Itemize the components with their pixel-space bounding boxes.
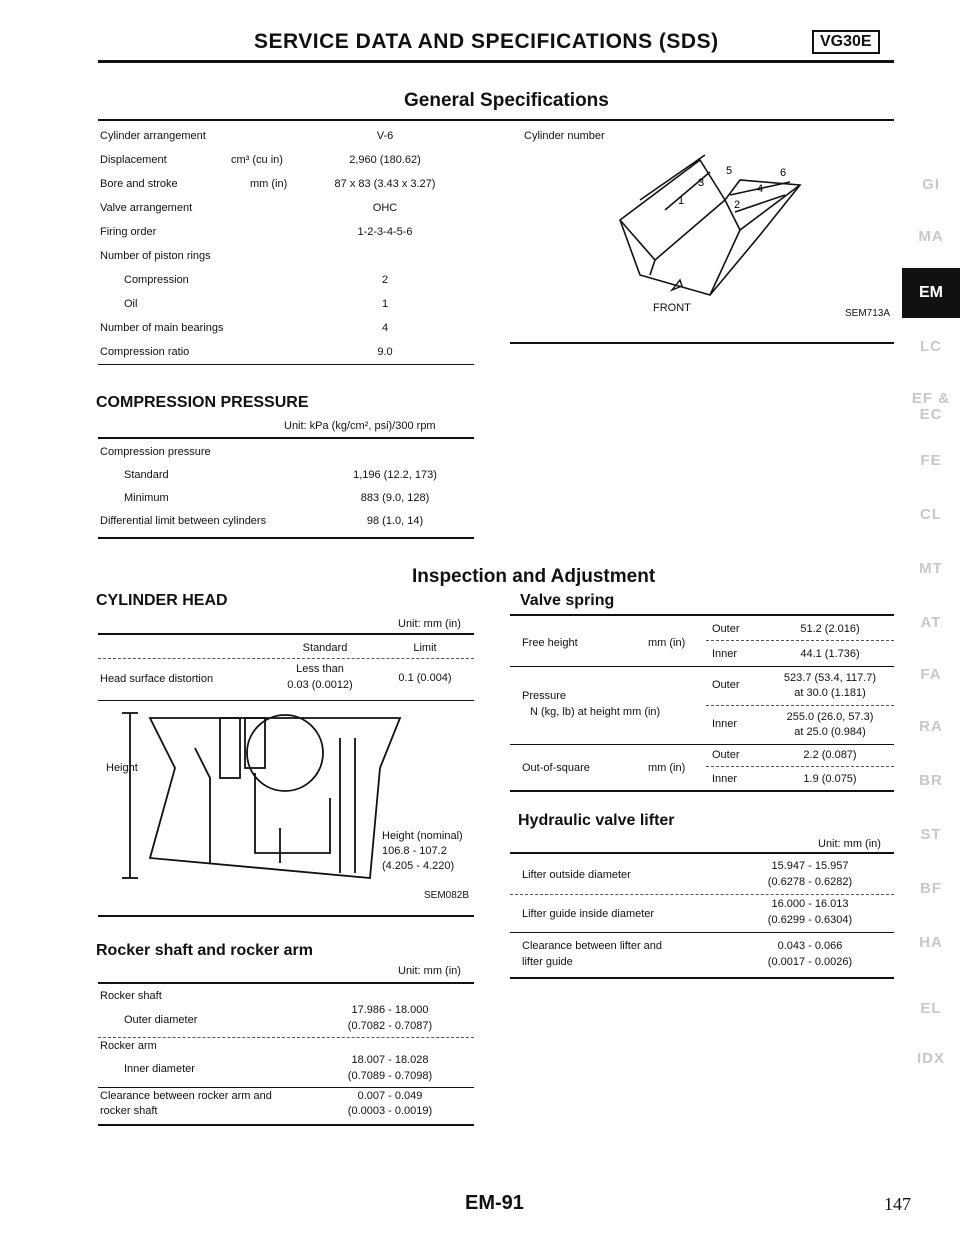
free-height-label: Free height — [522, 637, 578, 649]
head-row-label: Head surface distortion — [100, 673, 214, 685]
spec-value: 9.0 — [377, 346, 393, 358]
compression-label: Standard — [124, 469, 169, 481]
compression-value: 883 (9.0, 128) — [360, 492, 430, 504]
tab-fa[interactable]: FA — [920, 666, 942, 683]
spec-value: V-6 — [376, 130, 394, 142]
pressure-inner-1: 255.0 (26.0, 57.3) — [786, 711, 874, 723]
spec-value: 2,960 (180.62) — [349, 154, 421, 166]
spec-label: Displacement — [100, 154, 167, 166]
spec-value: 2 — [381, 274, 389, 286]
cylinder-head-title: CYLINDER HEAD — [96, 592, 228, 609]
rocker-shaft-label: Rocker shaft — [100, 990, 162, 1002]
valve-spring-rule — [510, 614, 894, 616]
rocker-clearance-val2: (0.0003 - 0.0019) — [347, 1105, 433, 1117]
outer-label: Outer — [712, 749, 740, 761]
pressure-label: Pressure — [522, 690, 567, 702]
compression-title: COMPRESSION PRESSURE — [96, 394, 309, 411]
height-note-3: (4.205 - 4.220) — [382, 860, 455, 872]
lifter-od-val1: 15.947 - 15.957 — [771, 860, 849, 872]
figure-code: SEM713A — [845, 308, 891, 319]
spec-label: Compression ratio — [100, 346, 190, 358]
head-standard-2: 0.03 (0.0012) — [287, 679, 353, 691]
head-standard-1: Less than — [296, 663, 344, 675]
tab-el[interactable]: EL — [920, 1000, 942, 1017]
rocker-clearance-2: rocker shaft — [100, 1105, 158, 1117]
lifter-cl-label2: lifter guide — [522, 956, 573, 968]
spec-value: 1 — [381, 298, 389, 310]
oos-label: Out-of-square — [522, 762, 590, 774]
table-dash — [98, 658, 474, 659]
compression-label: Minimum — [124, 492, 169, 504]
lifter-cl-val1: 0.043 - 0.066 — [777, 940, 843, 952]
vs-row-rule — [510, 744, 894, 745]
page-title: SERVICE DATA AND SPECIFICATIONS (SDS) — [254, 30, 719, 53]
outer-diameter-label: Outer diameter — [124, 1014, 198, 1026]
valve-spring-title: Valve spring — [520, 592, 615, 609]
general-rule — [98, 119, 894, 121]
spec-label: Cylinder arrangement — [100, 130, 206, 142]
cylinder-head-unit: Unit: mm (in) — [398, 618, 461, 630]
compression-label: Compression pressure — [100, 446, 211, 458]
lifter-title: Hydraulic valve lifter — [518, 812, 675, 829]
pressure-sub-label: N (kg, lb) at height mm (in) — [530, 706, 661, 718]
cylinder-head-figure — [100, 708, 430, 888]
compression-value: 1,196 (12.2, 173) — [353, 469, 437, 481]
spec-unit: cm³ (cu in) — [231, 154, 283, 166]
lifter-rule — [510, 852, 894, 854]
compression-bottom-rule — [98, 537, 474, 539]
tab-gi[interactable]: GI — [922, 176, 940, 193]
tab-fe[interactable]: FE — [920, 452, 942, 469]
inner-diameter-val2: (0.7089 - 0.7098) — [347, 1070, 433, 1082]
cylinder-number-label: Cylinder number — [524, 130, 605, 142]
outer-diameter-val1: 17.986 - 18.000 — [351, 1004, 429, 1016]
outer-label: Outer — [712, 679, 740, 691]
rocker-title: Rocker shaft and rocker arm — [96, 942, 313, 959]
spec-label: Compression — [124, 274, 189, 286]
head-limit: 0.1 (0.004) — [398, 672, 452, 684]
cyl-num: 3 — [698, 177, 705, 189]
fh-inner-val: 44.1 (1.736) — [800, 648, 860, 660]
tab-ha[interactable]: HA — [919, 934, 943, 951]
lifter-od-label: Lifter outside diameter — [522, 869, 631, 881]
rocker-clearance-1: Clearance between rocker arm and — [100, 1090, 272, 1102]
spec-label: Oil — [124, 298, 138, 310]
inner-label: Inner — [712, 773, 738, 785]
height-label: Height — [106, 762, 138, 774]
compression-value: 98 (1.0, 14) — [366, 515, 424, 527]
lifter-row-rule — [510, 932, 894, 933]
footer-section-code: EM-91 — [465, 1192, 524, 1214]
height-note-2: 106.8 - 107.2 — [382, 845, 447, 857]
vs-row-rule — [510, 666, 894, 667]
cylinder-layout-figure — [610, 140, 830, 320]
outer-diameter-val2: (0.7082 - 0.7087) — [347, 1020, 433, 1032]
tab-lc[interactable]: LC — [920, 338, 942, 355]
oos-unit: mm (in) — [648, 762, 686, 774]
lifter-bottom-rule — [510, 977, 894, 979]
tab-st[interactable]: ST — [920, 826, 942, 843]
head-figure-code: SEM082B — [424, 890, 470, 901]
spec-value: 1-2-3-4-5-6 — [357, 226, 413, 238]
tab-ma[interactable]: MA — [918, 228, 944, 245]
tab-bf[interactable]: BF — [920, 880, 942, 897]
spec-value: 4 — [381, 322, 389, 334]
spec-label: Number of main bearings — [100, 322, 224, 334]
tab-ef[interactable]: EF & — [911, 390, 951, 407]
height-note-1: Height (nominal) — [382, 830, 463, 842]
free-height-unit: mm (in) — [648, 637, 686, 649]
lifter-gid-val2: (0.6299 - 0.6304) — [767, 914, 853, 926]
spec-label: Firing order — [100, 226, 157, 238]
cyl-num: 2 — [734, 199, 741, 211]
spec-value: 87 x 83 (3.43 x 3.27) — [334, 178, 436, 190]
spec-value: OHC — [372, 202, 398, 214]
spec-label: Bore and stroke — [100, 178, 178, 190]
lifter-dash — [510, 894, 894, 895]
oos-outer-val: 2.2 (0.087) — [803, 749, 857, 761]
pressure-outer-1: 523.7 (53.4, 117.7) — [783, 672, 877, 684]
spec-label: Number of piston rings — [100, 250, 211, 262]
inner-label: Inner — [712, 718, 738, 730]
general-bottom-rule — [98, 364, 474, 365]
rocker-unit: Unit: mm (in) — [398, 965, 461, 977]
compression-rule — [98, 437, 474, 439]
tab-br[interactable]: BR — [919, 772, 943, 789]
rocker-row-rule — [98, 1087, 474, 1088]
engine-badge: VG30E — [812, 30, 880, 54]
oos-inner-val: 1.9 (0.075) — [803, 773, 857, 785]
cyl-num: 6 — [780, 167, 787, 179]
rocker-clearance-val1: 0.007 - 0.049 — [357, 1090, 423, 1102]
vs-dash — [706, 705, 894, 706]
tab-at[interactable]: AT — [920, 614, 942, 631]
tab-em[interactable]: EM — [902, 268, 960, 318]
lifter-od-val2: (0.6278 - 0.6282) — [767, 876, 853, 888]
lifter-gid-val1: 16.000 - 16.013 — [771, 898, 849, 910]
rocker-dash — [98, 1037, 474, 1038]
tab-cl[interactable]: CL — [920, 506, 942, 523]
header-rule — [98, 60, 894, 63]
cyl-num: 1 — [678, 195, 685, 207]
pressure-inner-2: at 25.0 (0.984) — [794, 726, 866, 738]
pressure-outer-2: at 30.0 (1.181) — [794, 687, 866, 699]
rocker-arm-label: Rocker arm — [100, 1040, 157, 1052]
cyl-num: 5 — [726, 165, 733, 177]
lifter-gid-label: Lifter guide inside diameter — [522, 908, 655, 920]
tab-ec[interactable]: EC — [919, 406, 943, 423]
vs-dash — [706, 640, 894, 641]
footer-page-number: 147 — [884, 1194, 911, 1214]
outer-label: Outer — [712, 623, 740, 635]
spec-label: Valve arrangement — [100, 202, 193, 214]
lifter-cl-val2: (0.0017 - 0.0026) — [767, 956, 853, 968]
vs-dash — [706, 766, 894, 767]
lifter-unit: Unit: mm (in) — [818, 838, 881, 850]
head-figure-rule — [98, 915, 474, 917]
cyl-num: 4 — [757, 183, 764, 195]
fh-outer-val: 51.2 (2.016) — [800, 623, 860, 635]
inner-diameter-label: Inner diameter — [124, 1063, 195, 1075]
lifter-cl-label1: Clearance between lifter and — [522, 940, 663, 952]
tab-idx[interactable]: IDX — [916, 1050, 945, 1067]
rocker-bottom-rule — [98, 1124, 474, 1126]
cylinder-figure-rule — [510, 342, 894, 344]
general-specs-title: General Specifications — [404, 90, 609, 111]
head-row-rule — [98, 700, 474, 701]
col-standard: Standard — [302, 642, 348, 654]
spec-unit: mm (in) — [250, 178, 288, 190]
cylinder-head-rule — [98, 633, 474, 635]
inner-diameter-val1: 18.007 - 18.028 — [351, 1054, 429, 1066]
vs-bottom-rule — [510, 790, 894, 792]
inspection-title: Inspection and Adjustment — [412, 566, 656, 587]
tab-mt[interactable]: MT — [919, 560, 943, 577]
col-limit: Limit — [413, 642, 437, 654]
front-label: FRONT — [653, 302, 691, 314]
compression-unit: Unit: kPa (kg/cm², psi)/300 rpm — [284, 420, 436, 432]
tab-ra[interactable]: RA — [919, 718, 943, 735]
rocker-rule — [98, 982, 474, 984]
compression-label: Differential limit between cylinders — [100, 515, 267, 527]
inner-label: Inner — [712, 648, 738, 660]
